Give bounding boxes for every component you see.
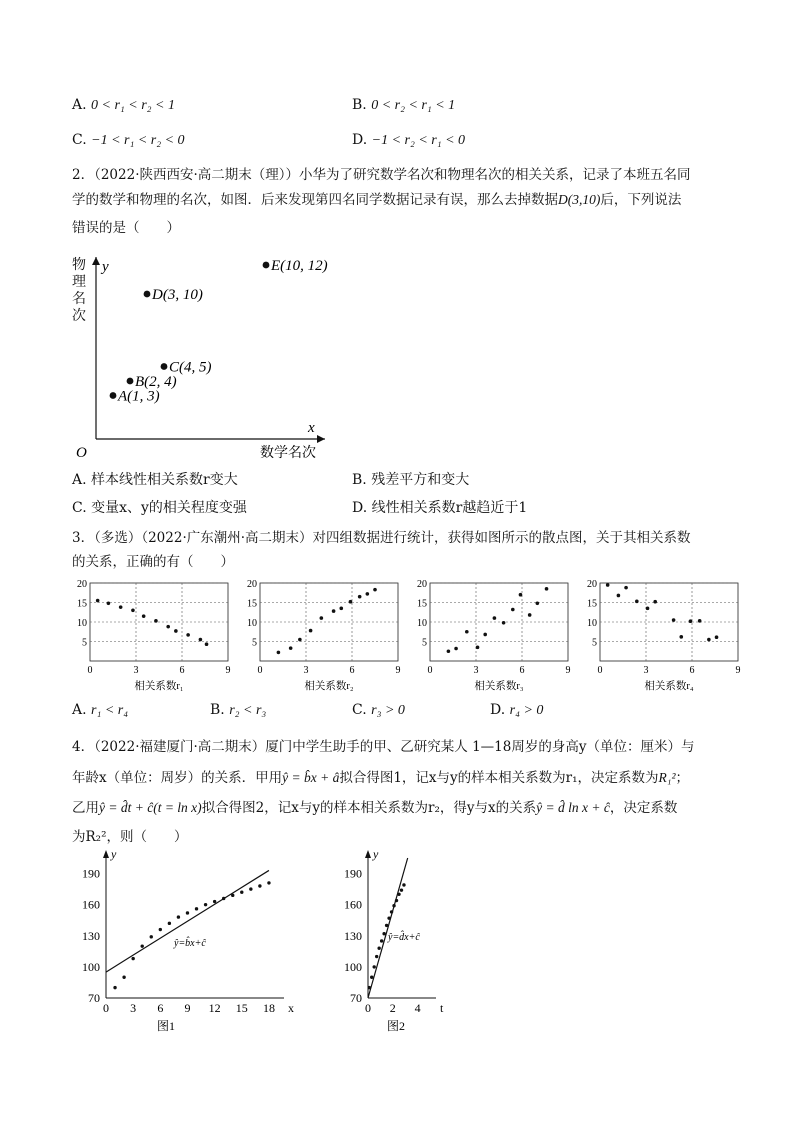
q4-fit-label: ŷ=d̂x+ĉ xyxy=(388,932,420,943)
q3-point xyxy=(511,608,515,612)
q4-point xyxy=(249,887,252,890)
q4-point xyxy=(240,891,243,894)
q3-option-a[interactable]: A. r₁ < r₄ xyxy=(72,702,129,718)
q2-point-label-E: E(10, 12) xyxy=(271,258,328,274)
q3-ytick: 20 xyxy=(247,579,257,590)
q4-xtick: 2 xyxy=(389,1001,396,1015)
q4-xtick: 0 xyxy=(365,1001,371,1015)
q4-point xyxy=(368,986,371,989)
q3-option-d[interactable]: D. r₄ > 0 xyxy=(490,702,544,718)
q2-point-label-A: A(1, 3) xyxy=(118,388,160,405)
q2-point-A xyxy=(110,392,117,399)
q3-point xyxy=(698,619,702,623)
q3-ytick: 20 xyxy=(587,579,597,590)
q3-point xyxy=(606,583,610,587)
q4-point xyxy=(267,881,270,884)
q4-xtick: 3 xyxy=(130,1001,137,1015)
q3-point xyxy=(320,616,324,620)
q3-ytick: 5 xyxy=(82,637,87,649)
q3-point xyxy=(349,600,353,604)
q4-xtick: 18 xyxy=(262,1001,275,1015)
q3-scatter-charts xyxy=(60,575,741,692)
q4-figure-caption: 图1 xyxy=(156,1019,176,1033)
q4-point xyxy=(402,883,405,886)
q3-point xyxy=(309,629,313,633)
q3-point xyxy=(519,593,523,597)
q3-xtick: 6 xyxy=(519,665,525,676)
q4-xtick: 12 xyxy=(208,1001,221,1015)
q3-point xyxy=(465,630,469,634)
q3-point xyxy=(617,594,621,598)
q3-xtick: 6 xyxy=(689,665,695,676)
q3-ytick: 10 xyxy=(77,618,87,629)
q3-point xyxy=(154,619,158,623)
q3-xtick: 9 xyxy=(395,665,401,676)
q4-point xyxy=(222,897,225,900)
q3-point xyxy=(476,646,480,650)
q4-point xyxy=(186,911,189,914)
q3-stem-line1: 3．（多选）（2022·广东潮州·高二期末）对四组数据进行统计，获得如图所示的散点图，关于其相关系数 xyxy=(72,530,691,546)
q3-xtick: 0 xyxy=(427,665,433,676)
q3-ytick: 20 xyxy=(417,579,427,590)
q3-point xyxy=(536,601,540,605)
q4-ylabel: y xyxy=(111,847,117,861)
q2-xlabel: 数学名次 xyxy=(260,446,316,461)
q3-point xyxy=(199,638,203,642)
q3-point xyxy=(107,601,111,605)
q4-fit-line xyxy=(106,870,269,972)
q3-stem-line2: 的关系，正确的有（ ） xyxy=(72,554,234,570)
q4-ytick: 160 xyxy=(344,897,362,912)
q4-xlabel: x xyxy=(288,1001,294,1015)
q3-xtick: 3 xyxy=(133,665,139,676)
q4-ytick: 70 xyxy=(350,991,362,1005)
q4-ytick: 130 xyxy=(344,928,362,943)
q4-point xyxy=(400,888,403,891)
q3-point xyxy=(205,642,209,646)
q4-point xyxy=(213,900,216,903)
q3-ytick: 15 xyxy=(247,598,257,610)
q3-panel-caption: 相关系数r₃ xyxy=(474,681,524,692)
q2-point-B xyxy=(127,378,134,385)
q3-point xyxy=(454,647,458,651)
q3-xtick: 3 xyxy=(303,665,309,676)
q2-points xyxy=(110,258,328,405)
q3-point xyxy=(186,633,190,637)
q2-y-arrow-icon xyxy=(92,257,100,265)
q3-xtick: 3 xyxy=(643,665,649,676)
q4-point xyxy=(122,976,125,979)
q2-option-b[interactable]: B. 残差平方和变大 xyxy=(352,472,470,488)
q3-point xyxy=(119,605,123,609)
q2-origin: O xyxy=(76,445,87,461)
q4-point xyxy=(141,944,144,947)
q4-point xyxy=(373,965,376,968)
q2-option-d[interactable]: D. 线性相关系数r越趋近于1 xyxy=(352,500,528,516)
q4-stem-line3: 乙用ŷ = d̂t + ĉ(t = ln x)拟合得图2，记x与y的样本相关系数为r₂，得y与x的关系ŷ = d̂ ln x + ĉ，决定系数 xyxy=(72,800,678,816)
q3-point xyxy=(366,592,370,596)
q2-ylabel: 物理名次 xyxy=(72,257,86,324)
q3-panel-caption: 相关系数r₂ xyxy=(304,681,354,692)
q4-y-arrow-icon xyxy=(103,850,109,858)
q3-point xyxy=(679,635,683,639)
q1-option-b[interactable]: B. 0 < r₂ < r₁ < 1 xyxy=(352,97,456,113)
q4-point xyxy=(397,893,400,896)
q3-point xyxy=(298,638,302,642)
q3-point xyxy=(707,638,711,642)
q4-ytick: 130 xyxy=(82,928,100,943)
q4-point xyxy=(392,904,395,907)
q4-point xyxy=(258,884,261,887)
q4-fit-line xyxy=(368,858,408,998)
q3-point xyxy=(339,607,343,611)
q4-point xyxy=(385,924,388,927)
q3-ytick: 5 xyxy=(592,637,597,649)
q2-point-label-C: C(4, 5) xyxy=(169,359,212,376)
q3-ytick: 5 xyxy=(422,637,427,649)
q3-ytick: 10 xyxy=(417,618,427,629)
q3-ytick: 20 xyxy=(77,579,87,590)
q3-point xyxy=(545,587,549,591)
q4-ytick: 160 xyxy=(82,897,100,912)
q4-xtick: 9 xyxy=(184,1001,191,1015)
q3-panel-caption: 相关系数r₁ xyxy=(134,681,184,692)
q2-point-label-B: B(2, 4) xyxy=(135,374,177,390)
q4-fit-label: ŷ=b̂x+ĉ xyxy=(174,938,206,949)
q4-ytick: 100 xyxy=(82,959,100,974)
q4-point xyxy=(177,915,180,918)
q4-point xyxy=(150,935,153,938)
q3-panel-caption: 相关系数r₄ xyxy=(644,681,694,692)
q4-xtick: 15 xyxy=(235,1001,248,1015)
q3-point xyxy=(672,618,676,622)
q4-point xyxy=(375,955,378,958)
q2-point-C xyxy=(161,363,168,370)
q4-point xyxy=(131,957,134,960)
q2-point-E xyxy=(263,262,270,269)
q3-point xyxy=(528,613,532,617)
q4-ylabel: y xyxy=(373,847,379,861)
q3-ytick: 5 xyxy=(252,637,257,649)
q3-point xyxy=(493,616,497,620)
q2-point-label-D: D(3, 10) xyxy=(152,287,203,303)
q3-point xyxy=(635,600,639,604)
q4-ytick: 70 xyxy=(88,991,100,1005)
q1-option-d[interactable]: D. −1 < r₂ < r₁ < 0 xyxy=(352,132,466,148)
q4-point xyxy=(204,903,207,906)
q3-xtick: 9 xyxy=(565,665,571,676)
q4-point xyxy=(370,976,373,979)
q3-ytick: 15 xyxy=(587,598,597,610)
q3-point xyxy=(483,633,487,637)
q3-point xyxy=(653,600,657,604)
q4-xtick: 0 xyxy=(103,1001,109,1015)
q3-point xyxy=(358,595,362,599)
q2-stem-line3: 错误的是（ ） xyxy=(72,220,180,236)
q3-point xyxy=(277,651,281,655)
q3-point xyxy=(373,588,377,592)
q3-option-b[interactable]: B. r₂ < r₃ xyxy=(210,702,267,718)
q2-x-arrow-icon xyxy=(317,435,325,443)
q4-ytick: 100 xyxy=(344,959,362,974)
q3-ytick: 10 xyxy=(247,618,257,629)
q4-stem-line1: 4．（2022·福建厦门·高二期末）厦门中学生助手的甲、乙研究某人 1—18周岁的身高y（单位：厘米）与 xyxy=(72,739,695,755)
q3-xtick: 6 xyxy=(179,665,185,676)
q3-point xyxy=(502,621,506,625)
q4-stem-line2: 年龄x（单位：周岁）的关系．甲用ŷ = b̂x + â拟合得图1，记x与y的样本相关系数为r₁，决定系数为R₁²； xyxy=(72,770,690,786)
q3-point xyxy=(715,635,719,639)
q3-point xyxy=(96,599,100,603)
q3-option-c[interactable]: C. r₃ > 0 xyxy=(352,702,405,718)
q3-xtick: 6 xyxy=(349,665,355,676)
q4-point xyxy=(382,932,385,935)
q1-option-a[interactable]: A. 0 < r₁ < r₂ < 1 xyxy=(72,97,175,113)
q3-ytick: 15 xyxy=(417,598,427,610)
q3-xtick: 3 xyxy=(473,665,479,676)
q4-ytick: 190 xyxy=(82,866,100,881)
q3-point xyxy=(289,646,293,650)
q4-xlabel: t xyxy=(440,1001,444,1015)
q3-point xyxy=(689,619,693,623)
q3-point xyxy=(447,649,451,653)
q4-ytick: 190 xyxy=(344,866,362,881)
q3-point xyxy=(131,609,135,613)
q4-point xyxy=(231,894,234,897)
q3-xtick: 9 xyxy=(225,665,231,676)
q3-xtick: 0 xyxy=(257,665,263,676)
q4-point xyxy=(168,922,171,925)
q4-xtick: 6 xyxy=(157,1001,164,1015)
q3-ytick: 15 xyxy=(77,598,87,610)
q4-stem-line4: 为R₂²，则（ ） xyxy=(72,829,188,845)
q3-xtick: 0 xyxy=(597,665,603,676)
q4-point xyxy=(377,947,380,950)
q2-point-D xyxy=(144,291,151,298)
q4-panels xyxy=(82,847,444,1033)
q4-xtick: 4 xyxy=(414,1001,421,1015)
q2-y-letter: y xyxy=(102,259,109,275)
q4-point xyxy=(387,916,390,919)
q2-scatter-chart xyxy=(70,245,340,465)
q4-point xyxy=(113,986,116,989)
q2-x-letter: x xyxy=(308,420,315,436)
q2-stem-line2: 学的数学和物理的名次，如图．后来发现第四名同学数据记录有误，那么去掉数据D(3,10)后，下列说法 xyxy=(72,192,682,208)
q3-point xyxy=(166,625,170,629)
q1-option-c[interactable]: C. −1 < r₁ < r₂ < 0 xyxy=(72,132,185,148)
q3-ytick: 10 xyxy=(587,618,597,629)
q3-panels xyxy=(77,579,741,692)
q3-point xyxy=(174,629,178,633)
q4-point xyxy=(159,928,162,931)
q3-point xyxy=(624,586,628,590)
q3-point xyxy=(332,609,336,613)
q4-figures xyxy=(70,847,490,1040)
q3-xtick: 9 xyxy=(735,665,741,676)
q4-y-arrow-icon xyxy=(365,850,371,858)
q4-figure-caption: 图2 xyxy=(386,1019,406,1033)
q4-point xyxy=(380,939,383,942)
q4-point xyxy=(195,907,198,910)
q2-option-c[interactable]: C. 变量x、y的相关程度变强 xyxy=(72,500,247,516)
q4-point xyxy=(395,899,398,902)
q3-point xyxy=(646,607,650,611)
q3-xtick: 0 xyxy=(87,665,93,676)
q3-point xyxy=(142,614,146,618)
q2-option-a[interactable]: A. 样本线性相关系数r变大 xyxy=(72,472,238,488)
q4-point xyxy=(390,910,393,913)
q2-stem-line1: 2．（2022·陕西西安·高二期末（理））小华为了研究数学名次和物理名次的相关关系，记录了本班五名同 xyxy=(72,167,691,183)
